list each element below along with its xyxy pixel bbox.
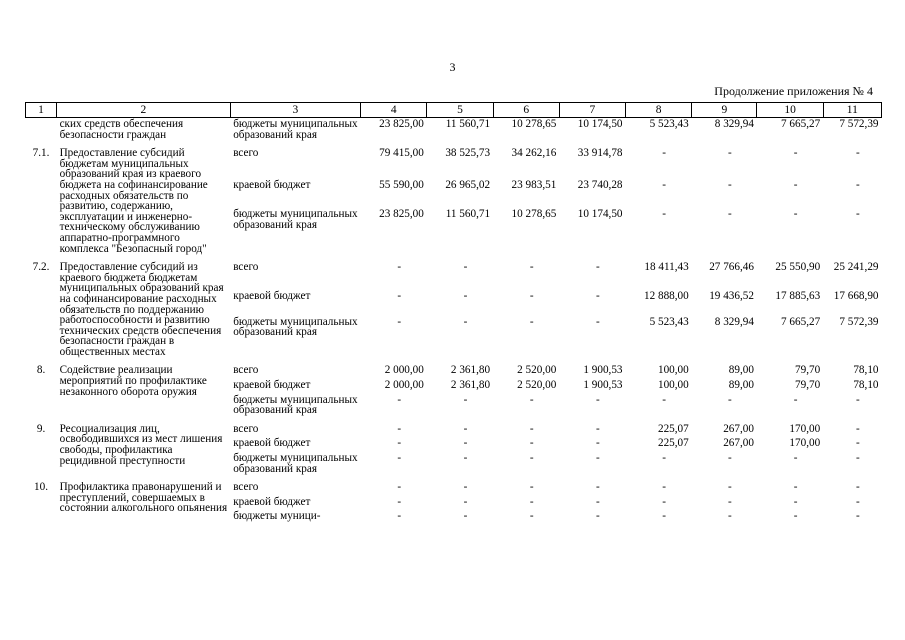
amount-cell: -: [662, 207, 666, 220]
column-header: 9: [692, 103, 757, 118]
amount-cell: -: [662, 179, 666, 192]
amount-cell: 2 361,80: [450, 379, 491, 392]
amount-cell: -: [727, 207, 732, 220]
amount-cell: 100,00: [657, 379, 689, 392]
amount-cell: 10 174,50: [577, 207, 623, 220]
amount-cell: 26 965,02: [445, 179, 491, 192]
amount-cell: -: [397, 495, 402, 508]
amount-cell: 2 520,00: [517, 379, 557, 392]
amount-cell: 2 520,00: [517, 364, 557, 377]
amount-cell: -: [727, 452, 732, 465]
row-code: 10.: [34, 481, 49, 494]
amount-cell: -: [397, 481, 402, 494]
measure-name: Профилактика правонарушений и преступлений, совершаемых в состоянии алкогольного опьянения: [59, 481, 228, 515]
amount-cell: -: [596, 495, 600, 508]
amount-cell: 100,00: [657, 364, 689, 377]
amount-cell: 10 174,50: [577, 118, 623, 130]
amount-cell: 7 572,39: [839, 315, 879, 328]
amount-cell: -: [727, 147, 732, 160]
amount-cell: -: [463, 393, 468, 406]
amount-cell: -: [855, 481, 860, 494]
amount-cell: 55 590,00: [379, 179, 424, 192]
amount-cell: 5 523,43: [649, 118, 689, 130]
amount-cell: -: [529, 315, 534, 328]
amount-cell: -: [529, 290, 534, 303]
amount-cell: -: [855, 207, 860, 220]
amount-cell: 11 560,71: [445, 207, 491, 220]
amount-cell: 78,10: [853, 379, 879, 392]
amount-cell: -: [727, 179, 732, 192]
funding-source: всего: [233, 261, 259, 274]
amount-cell: -: [397, 315, 402, 328]
amount-cell: -: [529, 452, 534, 465]
amount-cell: -: [529, 510, 534, 523]
amount-cell: -: [727, 393, 732, 406]
amount-cell: 2 000,00: [384, 379, 424, 392]
amount-cell: -: [596, 510, 600, 523]
column-header: 1: [26, 103, 57, 118]
amount-cell: 7 665,27: [781, 315, 821, 328]
amount-cell: 267,00: [723, 422, 754, 435]
amount-cell: 79,70: [795, 379, 821, 392]
amount-cell: 225,07: [657, 422, 689, 435]
amount-cell: -: [596, 452, 600, 465]
funding-source: бюджеты муниципальных образований края: [233, 393, 358, 417]
amount-cell: 25 241,29: [833, 261, 879, 274]
amount-cell: -: [662, 481, 666, 494]
amount-cell: -: [397, 261, 402, 274]
column-header: 6: [493, 103, 559, 118]
amount-cell: -: [855, 147, 860, 160]
funding-source: краевой бюджет: [233, 379, 311, 392]
budget-table-body: [26, 118, 882, 523]
funding-source: бюджеты муниципальных образований края: [233, 207, 358, 231]
amount-cell: -: [855, 393, 860, 406]
amount-cell: 33 914,78: [577, 147, 623, 160]
amount-cell: 17 885,63: [775, 290, 821, 303]
amount-cell: -: [463, 437, 468, 450]
amount-cell: -: [793, 452, 798, 465]
amount-cell: -: [397, 393, 402, 406]
measure-name: Ресоциализация лиц, освободившихся из мест лишения свободы, профилактика рецидивной преступности: [59, 422, 223, 467]
amount-cell: -: [463, 315, 468, 328]
amount-cell: -: [397, 510, 402, 523]
table-row: [26, 357, 882, 376]
amount-cell: -: [793, 207, 798, 220]
amount-cell: -: [529, 495, 534, 508]
amount-cell: 27 766,46: [709, 261, 754, 274]
funding-source: краевой бюджет: [233, 437, 311, 450]
amount-cell: -: [793, 481, 798, 494]
amount-cell: 7 665,27: [781, 118, 821, 130]
funding-source: краевой бюджет: [233, 495, 311, 508]
measure-name: Предоставление субсидий бюджетам муниципальных образований края из краевого бюджета на софинансирование расходных обязательств по развитию, содержанию, эксплуатации и инженерно-техническому обслуживанию аппаратно-программного комплекса "Безопасный город": [59, 147, 208, 255]
amount-cell: 25 550,90: [775, 261, 821, 274]
amount-cell: 23 983,51: [511, 179, 557, 192]
amount-cell: -: [463, 452, 468, 465]
amount-cell: 10 278,65: [511, 118, 557, 130]
amount-cell: -: [855, 422, 860, 435]
table-row: [26, 416, 882, 435]
amount-cell: 12 888,00: [643, 290, 689, 303]
amount-cell: -: [529, 422, 534, 435]
amount-cell: 5 523,43: [649, 315, 689, 328]
amount-cell: -: [855, 437, 860, 450]
column-number-header-row: [26, 103, 882, 118]
amount-cell: -: [529, 261, 534, 274]
row-code: 7.2.: [32, 261, 50, 274]
amount-cell: -: [596, 393, 600, 406]
amount-cell: 1 900,53: [583, 379, 623, 392]
amount-cell: 34 262,16: [511, 147, 557, 160]
amount-cell: -: [397, 290, 402, 303]
amount-cell: -: [397, 452, 402, 465]
amount-cell: 11 560,71: [445, 118, 491, 130]
column-header: 3: [230, 103, 360, 118]
amount-cell: -: [397, 422, 402, 435]
amount-cell: -: [855, 510, 860, 523]
funding-source: всего: [233, 481, 259, 494]
amount-cell: 23 740,28: [577, 179, 623, 192]
budget-table: [25, 102, 882, 522]
amount-cell: -: [855, 179, 860, 192]
amount-cell: -: [596, 437, 600, 450]
amount-cell: 79 415,00: [379, 147, 424, 160]
amount-cell: -: [463, 261, 468, 274]
funding-source: всего: [233, 364, 259, 377]
funding-source: бюджеты муниципальных образований края: [233, 315, 358, 339]
amount-cell: 18 411,43: [644, 261, 689, 274]
amount-cell: -: [727, 495, 732, 508]
amount-cell: -: [596, 315, 600, 328]
row-code: 9.: [36, 422, 46, 435]
amount-cell: -: [463, 290, 468, 303]
amount-cell: -: [662, 495, 666, 508]
amount-cell: -: [793, 393, 798, 406]
amount-cell: -: [596, 261, 600, 274]
funding-source: всего: [233, 422, 259, 435]
column-header: 4: [361, 103, 427, 118]
appendix-continuation-label: Продолжение приложения № 4: [714, 84, 873, 98]
measure-name: Предоставление субсидий из краевого бюджета бюджетам муниципальных образований края на софинансирование расходных обязательств по поддержанию работоспособности и развитию технических средств обеспечения безопасности граждан в общественных местах: [59, 261, 224, 358]
amount-cell: -: [793, 510, 798, 523]
amount-cell: -: [855, 452, 860, 465]
amount-cell: 170,00: [789, 437, 821, 450]
column-header: 10: [757, 103, 823, 118]
amount-cell: -: [727, 510, 732, 523]
row-code: 8.: [36, 364, 46, 377]
amount-cell: -: [793, 495, 798, 508]
amount-cell: 19 436,52: [709, 290, 754, 303]
amount-cell: 89,00: [728, 379, 754, 392]
amount-cell: -: [662, 510, 666, 523]
column-header: 7: [559, 103, 625, 118]
page-number: 3: [449, 60, 456, 74]
amount-cell: 8 329,94: [714, 315, 754, 328]
amount-cell: 38 525,73: [445, 147, 491, 160]
amount-cell: -: [529, 393, 534, 406]
amount-cell: 17 668,90: [833, 290, 879, 303]
row-code: [26, 118, 57, 141]
amount-cell: 7 572,39: [839, 118, 879, 130]
amount-cell: -: [596, 481, 600, 494]
amount-cell: -: [855, 495, 860, 508]
funding-source: краевой бюджет: [233, 179, 311, 192]
table-row: [26, 140, 882, 176]
amount-cell: 225,07: [657, 437, 689, 450]
amount-cell: 23 825,00: [379, 207, 424, 220]
amount-cell: -: [662, 452, 666, 465]
amount-cell: -: [793, 179, 798, 192]
amount-cell: 2 000,00: [384, 364, 424, 377]
amount-cell: -: [662, 147, 666, 160]
funding-source: бюджеты муниципальных образований края: [233, 452, 358, 475]
amount-cell: 170,00: [789, 422, 821, 435]
amount-cell: -: [529, 481, 534, 494]
amount-cell: -: [662, 393, 666, 406]
amount-cell: 79,70: [795, 364, 821, 377]
amount-cell: -: [463, 481, 468, 494]
amount-cell: 78,10: [853, 364, 879, 377]
amount-cell: 267,00: [723, 437, 754, 450]
amount-cell: 2 361,80: [450, 364, 491, 377]
amount-cell: -: [596, 290, 600, 303]
amount-cell: -: [463, 510, 468, 523]
column-header: 11: [823, 103, 881, 118]
amount-cell: -: [529, 437, 534, 450]
measure-name: ских средств обеспечения безопасности граждан: [59, 118, 184, 141]
funding-source: бюджеты муниципальных образований края: [233, 118, 358, 141]
table-row: [26, 254, 882, 287]
funding-source: бюджеты муници-: [233, 510, 321, 523]
amount-cell: -: [727, 481, 732, 494]
amount-cell: 10 278,65: [511, 207, 557, 220]
column-header: 5: [427, 103, 493, 118]
funding-source: всего: [233, 147, 259, 160]
column-header: 8: [626, 103, 692, 118]
table-row: [26, 118, 882, 141]
amount-cell: -: [596, 422, 600, 435]
column-header: 2: [57, 103, 231, 118]
table-row: [26, 474, 882, 493]
amount-cell: -: [463, 495, 468, 508]
amount-cell: -: [463, 422, 468, 435]
funding-source: краевой бюджет: [233, 290, 311, 303]
amount-cell: -: [397, 437, 402, 450]
measure-name: Содействие реализации мероприятий по профилактике незаконного оборота оружия: [59, 364, 207, 398]
amount-cell: -: [793, 147, 798, 160]
amount-cell: 23 825,00: [379, 118, 424, 130]
amount-cell: 8 329,94: [714, 118, 754, 130]
amount-cell: 1 900,53: [583, 364, 623, 377]
amount-cell: 89,00: [728, 364, 754, 377]
row-code: 7.1.: [32, 147, 50, 160]
